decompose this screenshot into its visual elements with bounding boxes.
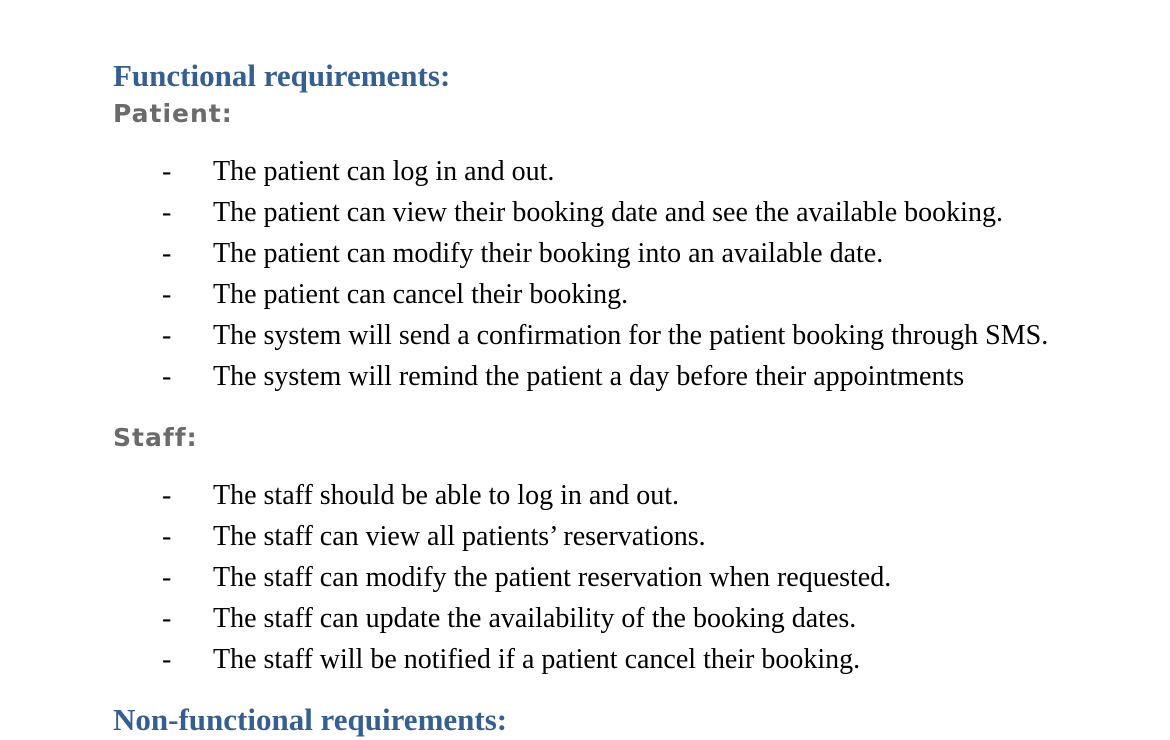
bullet-dash: - — [162, 279, 172, 310]
bullet-dash: - — [162, 361, 172, 392]
requirement-text: The patient can cancel their booking. — [213, 279, 629, 310]
requirement-text: The patient can modify their booking into an available date. — [213, 238, 884, 269]
functional-requirements-heading: Functional requirements: — [113, 58, 451, 93]
bullet-dash: - — [162, 238, 172, 269]
staff-section-title: Staff: — [113, 423, 198, 452]
bullet-dash: - — [162, 644, 172, 675]
bullet-dash: - — [162, 521, 172, 552]
bullet-dash: - — [162, 603, 172, 634]
requirement-text: The staff will be notified if a patient cancel their booking. — [213, 644, 861, 675]
bullet-dash: - — [162, 562, 172, 593]
bullet-dash: - — [162, 197, 172, 228]
requirement-text: The staff can modify the patient reservation when requested. — [213, 562, 892, 593]
patient-section-title: Patient: — [113, 99, 233, 128]
non-functional-requirements-heading: Non-functional requirements: — [113, 702, 508, 737]
requirement-text: The patient can view their booking date and see the available booking. — [213, 197, 1003, 228]
requirement-text: The system will send a confirmation for the patient booking through SMS. — [213, 320, 1049, 351]
requirement-text: The system will remind the patient a day before their appointments — [213, 361, 965, 392]
requirement-text: The staff should be able to log in and out. — [213, 480, 680, 511]
bullet-dash: - — [162, 156, 172, 187]
requirement-text: The staff can view all patients’ reservations. — [213, 521, 706, 552]
requirement-text: The staff can update the availability of the booking dates. — [213, 603, 857, 634]
bullet-dash: - — [162, 320, 172, 351]
bullet-dash: - — [162, 480, 172, 511]
requirement-text: The patient can log in and out. — [213, 156, 555, 187]
